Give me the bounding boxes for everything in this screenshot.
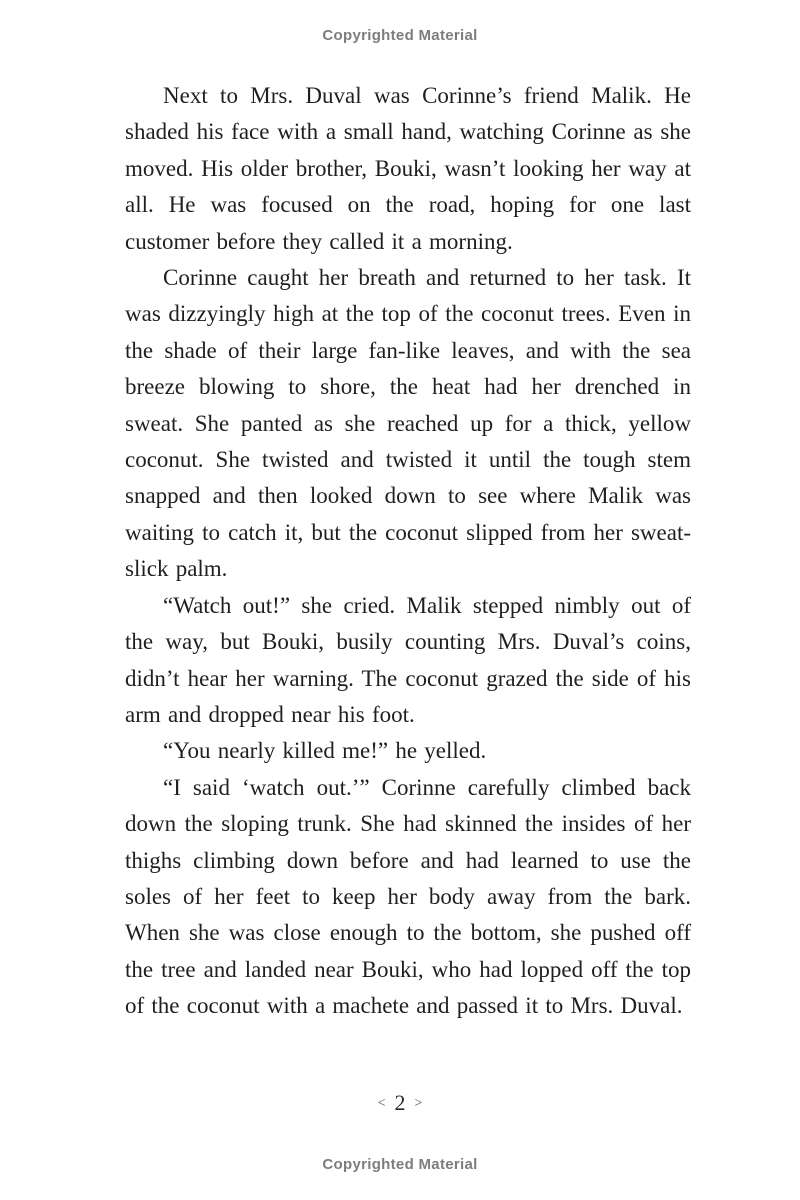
paragraph: “Watch out!” she cried. Malik stepped nimbly out of the way, but Bouki, busily counting Mrs. Duval’s coins, didn’t hear her warning. The coconut grazed the side of his arm and dropped near his foot. [125,592,691,727]
page-number-row [0,1088,800,1122]
paragraph: “You nearly killed me!” he yelled. [163,738,487,764]
copyright-notice-top: Copyrighted Material [322,27,478,44]
paragraph: Corinne caught her breath and returned to her task. It was dizzyingly high at the top of the coconut trees. Even in the shade of their large fan-like leaves, and with the sea breeze blowing to shore, the heat had her drenched in sweat. She panted as she reached up for a thick, yellow coconut. She twisted and twisted it until the tough stem snapped and then looked down to see where Malik was waiting to catch it, but the coconut slipped from her sweat-slick palm. [125,265,691,582]
page-number: 2 [394,1090,406,1115]
paragraph: Next to Mrs. Duval was Corinne’s friend Malik. He shaded his face with a small hand, watching Corinne as she moved. His older brother, Bouki, wasn’t looking her way at all. He was focused on the road, hoping for one last customer before they called it a morning. [125,83,691,254]
page-number-ornament-left: < [377,1096,386,1111]
copyright-notice-bottom: Copyrighted Material [322,1156,478,1173]
body-text-block [125,78,691,1025]
page-number-ornament-right: > [414,1096,423,1111]
paragraph: “I said ‘watch out.’” Corinne carefully climbed back down the sloping trunk. She had skinned the insides of her thighs climbing down before and had learned to use the soles of her feet to keep her body away from the bark. When she was close enough to the bottom, she pushed off the tree and landed near Bouki, who had lopped off the top of the coconut with a machete and passed it to Mrs. Duval. [125,774,691,1019]
